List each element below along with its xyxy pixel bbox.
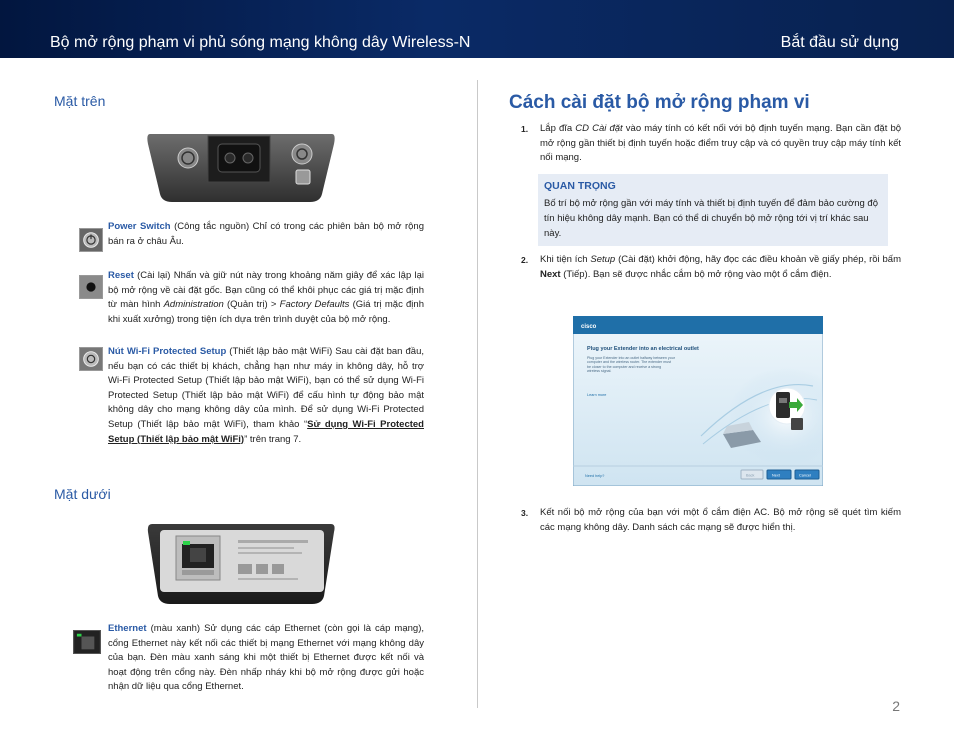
screenshot-back-label: Back <box>746 473 755 478</box>
step-2-text-c: (Tiếp). Bạn sẽ được nhắc cắm bộ mở rộng vào một ổ cắm điện. <box>560 268 832 280</box>
step-2-strong: Next <box>540 268 561 280</box>
document-title: Bộ mở rộng phạm vi phủ sóng mạng không dây Wireless-N <box>50 34 471 51</box>
power-switch-text: (Công tắc nguồn) Chỉ có trong các phiên bản bộ mở rộng bán ra ở châu Âu. <box>108 221 424 247</box>
step-2-text-b: (Cài đặt) khởi động, hãy đọc các điều khoản về giấy phép, rồi bấm <box>615 254 902 265</box>
screenshot-help-link[interactable]: Need help? <box>585 474 605 478</box>
step-1-text-a: Lắp đĩa <box>540 123 576 134</box>
step-2-emphasis: Setup <box>590 254 616 265</box>
step-2-number: 2. <box>521 255 529 265</box>
reset-text-2: (Quản trị) > <box>223 299 280 311</box>
power-switch-icon <box>79 228 103 252</box>
installation-title: Cách cài đặt bộ mở rộng phạm vi <box>509 92 810 113</box>
page-header <box>0 0 954 58</box>
reset-description <box>108 269 424 327</box>
step-3-text: Kết nối bộ mở rộng của bạn với một ổ cắm điện AC. Bộ mở rộng sẽ quét tìm kiếm các mạng không dây. Danh sách các mạng sẽ được hiển thị. <box>540 507 901 533</box>
wps-button-icon <box>79 347 103 371</box>
power-switch-term: Power Switch <box>108 221 171 232</box>
ethernet-description <box>108 622 424 695</box>
step-3-number: 3. <box>521 508 529 518</box>
column-divider <box>477 80 478 708</box>
reset-emphasis-2: Factory Defaults <box>279 299 350 311</box>
ethernet-text: (màu xanh) Sử dụng các cáp Ethernet (còn gọi là cáp mạng), cổng Ethernet này kết nối các thiết bị mạng Ethernet với mạng không dây của bạn. Đèn màu xanh sáng khi một thiết bị Ethernet được kết nối và hoạt động trên cổng này. Đèn nhấp nháy khi bộ mở rộng được gửi hoặc nhận dữ liệu qua cổng Ethernet. <box>108 623 424 693</box>
reset-term: Reset <box>108 270 134 281</box>
important-note-text: Bố trí bộ mở rộng gần với máy tính và thiết bị định tuyến để đảm bảo cường độ tín hiệu không dây mạnh. Bạn có thể di chuyển bộ mở rộng tới vị trí khác sau này. <box>544 198 878 239</box>
top-side-heading: Mặt trên <box>54 93 106 109</box>
screenshot-cancel-label: Cancel <box>799 473 811 478</box>
wps-term: Nút Wi-Fi Protected Setup <box>108 346 227 357</box>
section-title: Bắt đầu sử dụng <box>780 34 899 51</box>
screenshot-learn-more[interactable]: Learn more <box>587 393 607 397</box>
wps-page-link[interactable]: Sử dụng Wi-Fi Protected Setup (Thiết lập bảo mật WiFi) <box>108 418 424 445</box>
wps-text-1: (Thiết lập bảo mật WiFi) Sau cài đặt ban đầu, nếu bạn có các thiết bị khách, chẳng hạn như máy in không dây, hỗ trợ Wi-Fi Protected Setup (Thiết lập bảo mật WiFi), bạn có thể sử dụng Wi-Fi Protected Setup (Thiết lập bảo mật WiFi) để cấu hình tự động bảo mật không dây cho mạng không dây của mình. Để sử dụng Wi-Fi Protected Setup (Thiết lập bảo mật WiFi), tham khảo “ <box>108 346 424 430</box>
page-number: 2 <box>892 698 900 714</box>
step-1-number: 1. <box>521 124 529 134</box>
reset-emphasis-1: Administration <box>163 299 224 311</box>
ethernet-port-icon <box>73 630 101 654</box>
step-1 <box>521 122 901 166</box>
screenshot-heading: Plug your Extender into an electrical outlet <box>587 346 699 352</box>
step-1-text-b: vào máy tính có kết nối với bộ định tuyến mạng. Bạn cần đặt bộ mở rộng gần thiết bị định tuyến hoặc điểm truy cập và có quyền truy cập máy tính kết nối mạng. <box>540 123 902 164</box>
step-1-emphasis: CD Cài đặt <box>575 123 623 134</box>
step-2-text-a: Khi tiện ích <box>540 254 591 265</box>
wps-description <box>108 345 424 447</box>
step-3 <box>521 506 901 535</box>
bottom-side-heading: Mặt dưới <box>54 486 111 502</box>
step-1-text <box>540 122 901 166</box>
step-2 <box>521 253 901 282</box>
reset-text-1: (Cài lại) Nhấn và giữ nút này trong khoảng năm giây để xác lập lại bộ mở rộng về cài đặt gốc. Bạn cũng có thể khôi phục các giá trị mặc định từ màn hình <box>108 270 424 311</box>
power-switch-description <box>108 220 424 249</box>
screenshot-next-label: Next <box>772 473 780 478</box>
ethernet-term: Ethernet <box>108 623 147 634</box>
setup-utility-screenshot <box>573 316 823 486</box>
extender-bottom-illustration <box>146 520 337 606</box>
reset-text-3: (Giá trị mặc định khi xuất xưởng) trong tiện ích dựa trên trình duyệt của bộ mở rộng. <box>108 299 424 325</box>
step-2-text <box>540 253 901 282</box>
important-note <box>538 174 888 246</box>
wps-text-2: ” trên trang 7. <box>244 433 302 445</box>
reset-button-icon <box>79 275 103 299</box>
extender-top-illustration <box>146 132 336 204</box>
important-note-title: QUAN TRỌNG <box>544 180 616 192</box>
cisco-logo: cisco <box>581 324 597 330</box>
screenshot-body: Plug your Extender into an outlet halfway between your computer and the wireless router. The extender must be closer to the computer and receive a strong wireless signal. <box>587 356 675 374</box>
